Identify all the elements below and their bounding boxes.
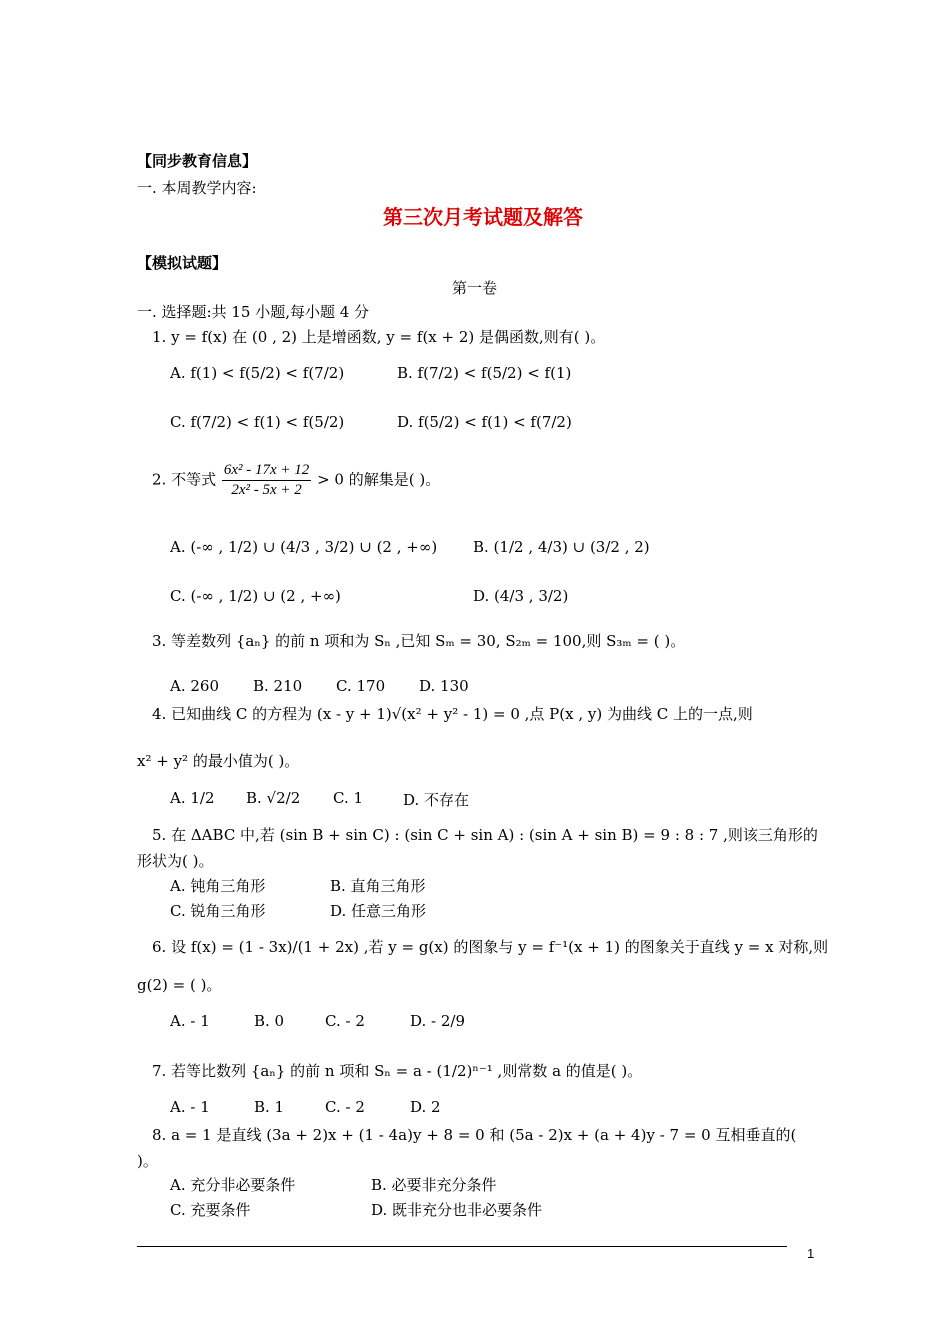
part-heading: 一. 选择题:共 15 小题,每小题 4 分	[137, 303, 370, 321]
question-3-option-a: A. 260	[170, 677, 219, 695]
question-4-option-b: B. √2/2	[246, 789, 301, 807]
question-6-option-a: A. - 1	[170, 1012, 210, 1030]
question-6-option-d: D. - 2/9	[410, 1012, 466, 1030]
question-5-stem-continued: 形状为( )。	[137, 852, 214, 870]
question-7-option-a: A. - 1	[170, 1098, 210, 1116]
page-title: 第三次月考试题及解答	[383, 205, 583, 229]
question-5-option-a: A. 钝角三角形	[170, 877, 266, 895]
question-6-option-b: B. 0	[254, 1012, 285, 1030]
question-6-option-c: C. - 2	[325, 1012, 365, 1030]
section-heading: 一. 本周教学内容:	[137, 179, 257, 197]
question-7-option-b: B. 1	[254, 1098, 285, 1116]
question-3-option-b: B. 210	[253, 677, 303, 695]
question-2-suffix: > 0 的解集是( )。	[317, 470, 441, 489]
question-8-stem: 8. a = 1 是直线 (3a + 2)x + (1 - 4a)y + 8 = 0 和 (5a - 2)x + (a + 4)y - 7 = 0 互相垂直的(	[152, 1126, 797, 1144]
question-5-option-c: C. 锐角三角形	[170, 902, 266, 920]
question-2-option-b: B. (1/2 , 4/3) ∪ (3/2 , 2)	[473, 538, 650, 556]
question-2-option-a: A. (-∞ , 1/2) ∪ (4/3 , 3/2) ∪ (2 , +∞)	[170, 538, 438, 556]
mock-label: 【模拟试题】	[137, 254, 228, 272]
question-4-option-d: D. 不存在	[403, 791, 470, 809]
question-7-option-c: C. - 2	[325, 1098, 365, 1116]
footer-divider	[137, 1246, 787, 1247]
question-3-option-c: C. 170	[336, 677, 386, 695]
question-4-option-a: A. 1/2	[170, 789, 215, 807]
question-1-option-a: A. f(1) < f(5/2) < f(7/2)	[170, 364, 345, 382]
question-8-option-b: B. 必要非充分条件	[371, 1176, 497, 1194]
question-6-stem-continued: g(2) = ( )。	[137, 976, 222, 994]
question-3-stem: 3. 等差数列 {aₙ} 的前 n 项和为 Sₙ ,已知 Sₘ = 30, S₂ₘ = 100,则 S₃ₘ = ( )。	[152, 632, 686, 650]
question-2-option-c: C. (-∞ , 1/2) ∪ (2 , +∞)	[170, 587, 341, 605]
question-4-stem: 4. 已知曲线 C 的方程为 (x - y + 1)√(x² + y² - 1) = 0 ,点 P(x , y) 为曲线 C 上的一点,则	[152, 705, 753, 723]
question-4-stem-continued: x² + y² 的最小值为( )。	[137, 752, 300, 770]
question-4-option-c: C. 1	[333, 789, 364, 807]
question-8-option-c: C. 充要条件	[170, 1201, 251, 1219]
question-8-option-d: D. 既非充分也非必要条件	[371, 1201, 543, 1219]
question-1-option-c: C. f(7/2) < f(1) < f(5/2)	[170, 413, 345, 431]
question-2-numerator: 6x² - 17x + 12	[222, 463, 311, 481]
info-label: 【同步教育信息】	[137, 152, 258, 170]
question-5-option-d: D. 任意三角形	[330, 902, 427, 920]
volume-label: 第一卷	[452, 279, 498, 297]
question-1-option-b: B. f(7/2) < f(5/2) < f(1)	[397, 364, 572, 382]
question-6-stem: 6. 设 f(x) = (1 - 3x)/(1 + 2x) ,若 y = g(x) 的图象与 y = f⁻¹(x + 1) 的图象关于直线 y = x 对称,则	[152, 938, 829, 956]
question-2-stem	[152, 463, 440, 498]
question-1-stem: 1. y = f(x) 在 (0 , 2) 上是增函数, y = f(x + 2) 是偶函数,则有( )。	[152, 328, 606, 346]
question-3-option-d: D. 130	[419, 677, 469, 695]
question-5-stem: 5. 在 ΔABC 中,若 (sin B + sin C) : (sin C + sin A) : (sin A + sin B) = 9 : 8 : 7 ,则该三角形的	[152, 826, 818, 844]
question-7-option-d: D. 2	[410, 1098, 441, 1116]
page-number: 1	[807, 1246, 815, 1261]
question-2-option-d: D. (4/3 , 3/2)	[473, 587, 569, 605]
question-5-option-b: B. 直角三角形	[330, 877, 426, 895]
question-7-stem: 7. 若等比数列 {aₙ} 的前 n 项和 Sₙ = a - (1/2)ⁿ⁻¹ ,则常数 a 的值是( )。	[152, 1062, 643, 1080]
question-2-denominator: 2x² - 5x + 2	[231, 482, 302, 498]
question-2-prefix: 2. 不等式	[152, 470, 217, 489]
question-2-fraction	[222, 463, 311, 498]
question-8-stem-continued: )。	[137, 1152, 158, 1170]
question-1-option-d: D. f(5/2) < f(1) < f(7/2)	[397, 413, 572, 431]
question-8-option-a: A. 充分非必要条件	[170, 1176, 296, 1194]
